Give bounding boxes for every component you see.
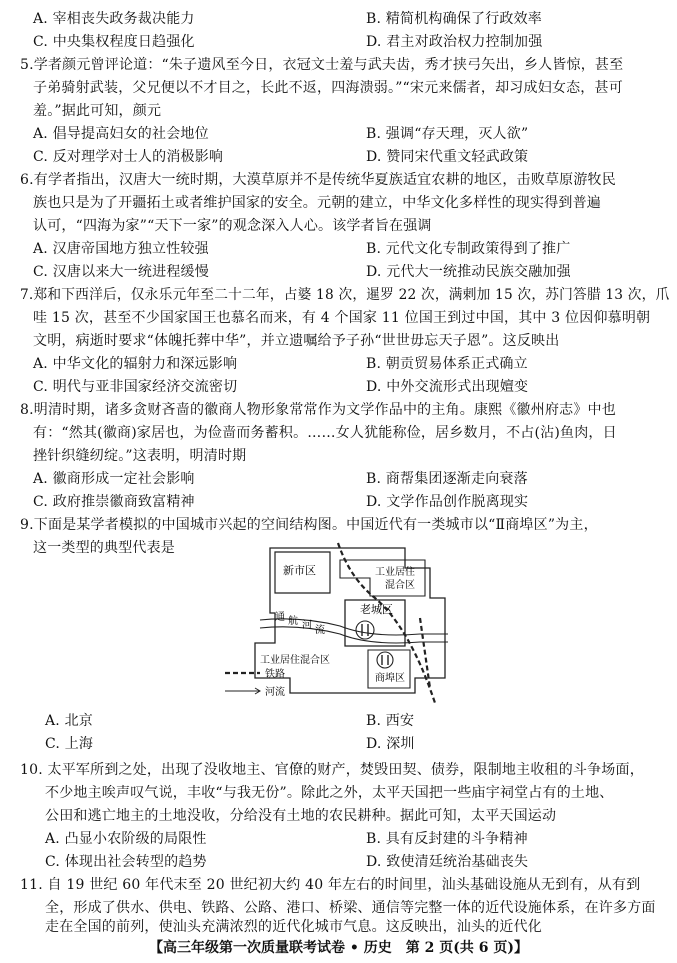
q9-option-b: B. 西安 — [366, 713, 415, 729]
q11-stem-line: 11. 自 19 世纪 60 年代末至 20 世纪初大约 40 年左右的时间里，汕头基础设施从无到有，从有到 — [20, 877, 641, 893]
q6-option-a: A. 汉唐帝国地方独立性较强 — [33, 241, 209, 257]
q5-option-d: D. 赞同宋代重文轻武政策 — [366, 149, 529, 165]
q6-stem-line: 族也只是为了开疆拓土或者维护国家的安全。元朝的建立，中华文化多样性的现实得到普遍 — [33, 195, 601, 211]
q7-option-a: A. 中华文化的辐射力和深远影响 — [33, 356, 238, 372]
canal-label-1: 通 — [275, 612, 285, 623]
q9-stem-line: 9.下面是某学者模拟的中国城市兴起的空间结构图。中国近代有一类城市以“Ⅱ商埠区”为主， — [20, 517, 598, 533]
q4-option-c: C. 中央集权程度日趋强化 — [33, 34, 195, 50]
industrial-top-label-1: 工业居住 — [375, 567, 415, 578]
q6-option-b: B. 元代文化专制政策得到了推广 — [366, 241, 571, 257]
q4-option-b: B. 精简机构确保了行政效率 — [366, 11, 542, 27]
canal-line — [260, 627, 448, 643]
q7-stem-line: 文明，病逝时要求“体魄托葬中华”，并立遗嘱给予子孙“世世毋忘天子恩”。这反映出 — [33, 333, 560, 349]
q6-option-d: D. 元代大一统推动民族交融加强 — [366, 264, 571, 280]
legend-river-label: 河流 — [265, 687, 285, 698]
q4-option-d: D. 君主对政治权力控制加强 — [366, 34, 543, 50]
q10-option-c: C. 体现出社会转型的趋势 — [45, 854, 207, 870]
q5-stem-line: 5.学者颜元曾评论道：“朱子遗风至今日，衣冠文士羞与武夫齿，秀才挟弓矢出，乡人皆惊，甚至 — [20, 57, 624, 73]
canal-label-3: 河 — [302, 620, 312, 631]
q5-option-b: B. 强调“存天理，灭人欲” — [366, 126, 529, 142]
q8-stem-line: 有：“然其(徽商)家居也，为俭啬而务蓄积。……女人犹能称俭，居乡数月，不占(沾)鱼肉，日 — [33, 425, 617, 441]
q8-option-c: C. 政府推崇徽商致富精神 — [33, 494, 195, 510]
canal-label-4: 流 — [315, 625, 325, 636]
q7-stem-line: 7.郑和下西洋后，仅永乐元年至二十二年，占婆 18 次，暹罗 22 次，满剌加 15 次，苏门答腊 13 次，爪 — [20, 287, 670, 303]
q9-option-c: C. 上海 — [45, 736, 94, 752]
q7-option-b: B. 朝贡贸易体系正式确立 — [366, 356, 528, 372]
q4-option-a: A. 宰相丧失政务裁决能力 — [33, 11, 195, 27]
q10-stem-line: 10. 太平军所到之处，出现了没收地主、官僚的财产，焚毁田契、债券，限制地主收租的斗争场面， — [20, 762, 644, 778]
industrial-bottom-label: 工业居住混合区 — [260, 655, 330, 666]
q9-stem-line: 这一类型的典型代表是 — [33, 540, 175, 556]
q6-stem-line: 认可，“四海为家”“天下一家”的观念深入人心。该学者旨在强调 — [33, 218, 432, 234]
q5-option-c: C. 反对理学对士人的消极影响 — [33, 149, 224, 165]
city-structure-svg — [220, 538, 470, 708]
q9-option-d: D. 深圳 — [366, 736, 415, 752]
q10-option-d: D. 致使清廷统治基础丧失 — [366, 854, 529, 870]
new-city-label: 新市区 — [283, 564, 316, 577]
industrial-top-label-2: 混合区 — [385, 580, 415, 591]
q5-option-a: A. 倡导提高妇女的社会地位 — [33, 126, 209, 142]
q11-stem-line: 走在全国的前列，使汕头充满浓烈的近代化城市气息。这反映出，汕头的近代化 — [45, 919, 542, 935]
old-city-marker-icon — [356, 621, 374, 639]
legend-rail-label: 铁路 — [265, 669, 285, 680]
q8-option-d: D. 文学作品创作脱离现实 — [366, 494, 529, 510]
q6-stem-line: 6.有学者指出，汉唐大一统时期，大漠草原并不是传统华夏族适宜农耕的地区，击败草原游牧民 — [20, 172, 616, 188]
q10-stem-line: 公田和逃亡地主的土地没收，分给没有土地的农民耕种。据此可知，太平天国运动 — [45, 808, 557, 824]
q6-option-c: C. 汉唐以来大一统进程缓慢 — [33, 264, 209, 280]
canal-label-2: 航 — [288, 616, 298, 627]
q8-stem-line: 挫针织缝纫绽。”这表明，明清时期 — [33, 448, 247, 464]
q7-option-c: C. 明代与亚非国家经济交流密切 — [33, 379, 238, 395]
port-marker-icon — [377, 652, 393, 668]
page-footer: 【高三年级第一次质量联考试卷 • 历史 第 2 页(共 6 页)】 — [149, 940, 528, 956]
q10-option-a: A. 凸显小农阶级的局限性 — [45, 831, 207, 847]
q7-stem-line: 哇 15 次，甚至不少国家国王也慕名而来，有 4 个国家 11 位国王到过中国，其中 3 位因仰慕明朝 — [33, 310, 651, 326]
city-structure-diagram — [220, 538, 470, 708]
q8-option-b: B. 商帮集团逐渐走向衰落 — [366, 471, 528, 487]
q8-stem-line: 8.明清时期，诸多贪财吝啬的徽商人物形象常常作为文学作品中的主角。康熙《徽州府志》中也 — [20, 402, 616, 418]
q9-option-a: A. 北京 — [45, 713, 94, 729]
q10-option-b: B. 具有反封建的斗争精神 — [366, 831, 528, 847]
q10-stem-line: 不少地主唉声叹气说，丰收“与我无份”。除此之外，太平天国把一些庙宇祠堂占有的土地、 — [45, 785, 614, 801]
q8-option-a: A. 徽商形成一定社会影响 — [33, 471, 195, 487]
port-area-label: 商埠区 — [375, 673, 405, 684]
q5-stem-line: 子弟骑射武装，父兄便以不才目之，长此不返，四海溃弱。”“宋元来儒者，却习成妇女态，甚可 — [33, 80, 623, 96]
q7-option-d: D. 中外交流形式出现嬗变 — [366, 379, 529, 395]
q5-stem-line: 羞。”据此可知，颜元 — [33, 103, 162, 119]
old-city-label: 老城区 — [360, 603, 393, 616]
q11-stem-line: 全，形成了供水、供电、铁路、公路、港口、桥梁、通信等完整一体的近代设施体系，在许多方面 — [45, 900, 656, 916]
